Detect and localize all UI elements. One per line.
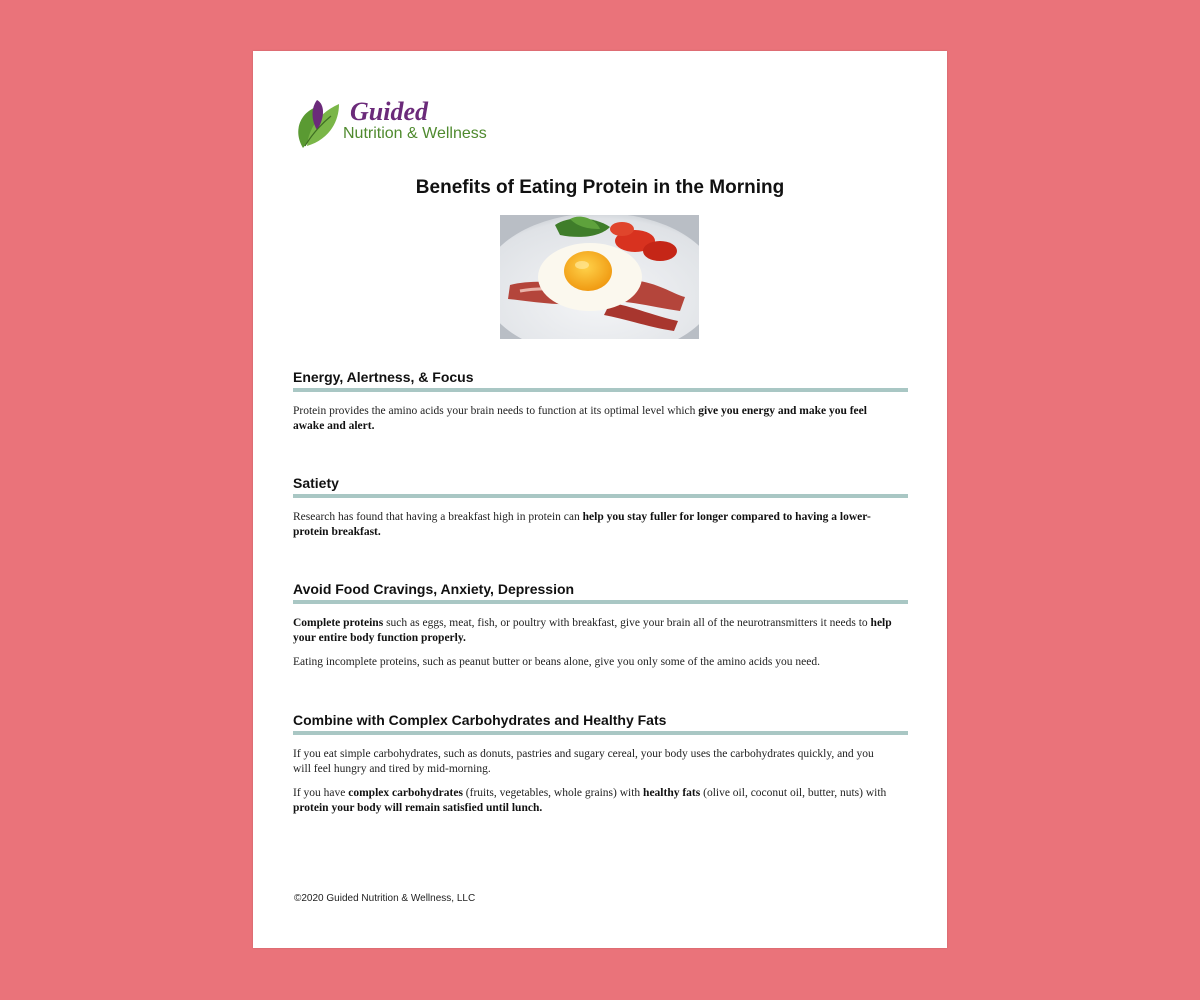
paragraph-bold-text: help your entire body function properly.: [293, 617, 892, 644]
paragraph-text: If you have: [293, 787, 349, 799]
section-paragraph: If you eat simple carbohydrates, such as donuts, pastries and sugary cereal, your body uses the carbohydrates quickly, and you will feel hungry and tired by mid-morning.: [293, 748, 874, 775]
section-satiety: [293, 475, 908, 540]
paragraph-bold-text: Complete proteins: [293, 617, 384, 629]
logo-text-nutrition-wellness: Nutrition & Wellness: [343, 125, 487, 142]
paragraph-bold-text: complex carbohydrates: [348, 787, 463, 799]
paragraph-bold-text: help you stay fuller for longer compared to having a lower-protein breakfast.: [293, 511, 871, 538]
paragraph-text: (fruits, vegetables, whole grains) with: [462, 787, 644, 799]
paragraph-bold-text: healthy fats: [643, 787, 701, 799]
section-paragraph: [293, 510, 893, 540]
section-carbs-fats: [293, 712, 908, 816]
section-paragraph: [293, 786, 893, 816]
leaf-logo-icon: [295, 96, 341, 152]
logo-text-guided: Guided: [350, 97, 428, 126]
section-heading: Avoid Food Cravings, Anxiety, Depression: [293, 581, 575, 597]
paragraph-bold-text: give you energy and make you feel awake and alert.: [293, 405, 867, 432]
section-paragraph: [293, 616, 893, 646]
section-heading: Energy, Alertness, & Focus: [293, 369, 474, 385]
section-cravings: [293, 581, 908, 670]
section-heading: Satiety: [293, 475, 339, 491]
page-title: Benefits of Eating Protein in the Morning: [415, 177, 785, 198]
section-divider: [293, 388, 908, 392]
breakfast-photo: [500, 215, 699, 339]
paragraph-bold-text: protein your body will remain satisfied until lunch.: [293, 802, 543, 814]
copyright-footer: ©2020 Guided Nutrition & Wellness, LLC: [294, 893, 476, 904]
paragraph-text: Research has found that having a breakfast high in protein can: [293, 511, 583, 523]
section-divider: [293, 600, 908, 604]
company-logo: [295, 96, 535, 156]
paragraph-text: such as eggs, meat, fish, or poultry with breakfast, give your brain all of the neurotransmitters it needs to: [383, 617, 871, 629]
section-divider: [293, 731, 908, 735]
section-divider: [293, 494, 908, 498]
paragraph-text: Protein provides the amino acids your brain needs to function at its optimal level which: [293, 405, 699, 417]
section-energy: [293, 369, 908, 434]
section-paragraph: Eating incomplete proteins, such as peanut butter or beans alone, give you only some of the amino acids you need.: [293, 656, 820, 668]
document-page: [253, 51, 947, 948]
section-paragraph: [293, 404, 893, 434]
section-heading: Combine with Complex Carbohydrates and Healthy Fats: [293, 712, 667, 728]
paragraph-text: (olive oil, coconut oil, butter, nuts) with: [700, 787, 887, 799]
